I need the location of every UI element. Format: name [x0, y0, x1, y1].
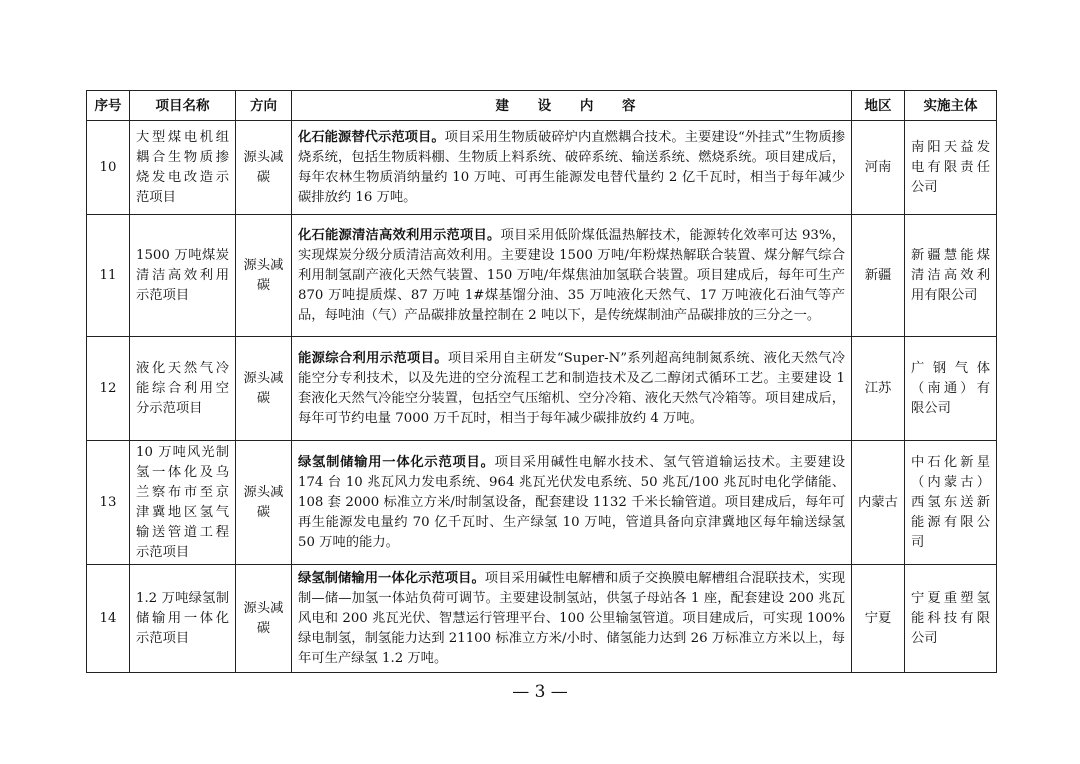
row-region: 江苏 [852, 337, 905, 441]
row-entity: 广钢气体（南通）有限公司 [905, 337, 997, 441]
row-project-name: 1500 万吨煤炭清洁高效利用示范项目 [130, 215, 236, 337]
row-no: 14 [87, 565, 130, 673]
row-entity: 中石化新星（内蒙古）西氢东送新能源有限公司 [905, 441, 997, 565]
row-content [292, 337, 852, 441]
table-row [87, 215, 997, 337]
row-direction: 源头减碳 [236, 121, 292, 215]
table-row [87, 565, 997, 673]
row-no: 12 [87, 337, 130, 441]
row-content [292, 565, 852, 673]
row-content-body: 项目采用碱性电解水技术、氢气管道输运技术。主要建设 174 台 10 兆瓦风力发电系统、964 兆瓦光伏发电系统、50 兆瓦/100 兆瓦时电化学储能、108 套 2000 标准立方米/时制氢设备，配套建设 1132 千米长输管道。项目建成后，每年可再生能源发电量约 70 亿千瓦时、生产绿氢 10 万吨，管道具备向京津冀地区每年输送绿氢 50 万吨的能力。 [298, 454, 846, 550]
row-project-name: 10 万吨风光制氢一体化及乌兰察布市至京津冀地区氢气输送管道工程示范项目 [130, 441, 236, 565]
row-no: 10 [87, 121, 130, 215]
table-row [87, 121, 997, 215]
row-project-name: 1.2 万吨绿氢制储输用一体化示范项目 [130, 565, 236, 673]
page-number: — 3 — [512, 682, 568, 702]
table-header-row [87, 91, 997, 121]
row-region: 新疆 [852, 215, 905, 337]
row-direction: 源头减碳 [236, 565, 292, 673]
row-entity: 南阳天益发电有限责任公司 [905, 121, 997, 215]
header-entity: 实施主体 [905, 91, 997, 121]
row-content-body: 项目采用生物质破碎炉内直燃耦合技术。主要建设“外挂式”生物质掺烧系统，包括生物质料棚、生物质上料系统、破碎系统、输送系统、燃烧系统。项目建成后，每年农林生物质消纳量约 10 万吨、可再生能源发电替代量约 2 亿千瓦时，相当于每年减少碳排放约 16 万吨。 [298, 129, 845, 205]
row-content-lead: 能源综合利用示范项目。 [298, 350, 448, 366]
row-content-body: 项目采用低阶煤低温热解技术，能源转化效率可达 93%，实现煤炭分级分质清洁高效利用。主要建设 1500 万吨/年粉煤热解联合装置、煤分解气综合利用制氢副产液化天然气装置、150 万吨/年煤焦油加氢联合装置。项目建成后，每年可生产 870 万吨提质煤、87 万吨 1#煤基馏分油、35 万吨液化天然气、17 万吨液化石油气等产品，每吨油（气）产品碳排放量控制在 2 吨以下，是传统煤制油产品碳排放的三分之一。 [298, 227, 846, 323]
row-content [292, 441, 852, 565]
row-no: 13 [87, 441, 130, 565]
row-content-lead: 化石能源替代示范项目。 [298, 129, 445, 145]
row-entity: 新疆慧能煤清洁高效利用有限公司 [905, 215, 997, 337]
row-content-lead: 绿氢制储输用一体化示范项目。 [298, 454, 495, 470]
header-no: 序号 [87, 91, 130, 121]
row-content-body: 项目采用碱性电解槽和质子交换膜电解槽组合混联技术，实现制—储—加氢一体站负荷可调节。主要建设制氢站，供氢子母站各 1 座，配套建设 200 兆瓦风电和 200 兆瓦光伏、智慧运行管理平台、100 公里输氢管道。项目建成后，可实现 100%绿电制氢，制氢能力达到 21100 标准立方米/小时、储氢能力达到 26 万标准立方米以上，每年可生产绿氢 1.2 万吨。 [298, 570, 845, 666]
projects-table [86, 90, 997, 673]
row-content-lead: 绿氢制储输用一体化示范项目。 [298, 570, 485, 586]
row-content [292, 215, 852, 337]
row-region: 宁夏 [852, 565, 905, 673]
row-content-body: 项目采用自主研发“Super-N”系列超高纯制氮系统、液化天然气冷能空分专利技术，以及先进的空分流程工艺和制造技术及乙二醇闭式循环工艺。主要建设 1 套液化天然气冷能空分装置，包括空气压缩机、空分冷箱、液化天然气冷箱等。项目建成后，每年可节约电量 7000 万千瓦时，相当于每年减少碳排放约 4 万吨。 [298, 350, 845, 426]
row-region: 内蒙古 [852, 441, 905, 565]
row-entity: 宁夏重塑氢能科技有限公司 [905, 565, 997, 673]
row-content-lead: 化石能源清洁高效利用示范项目。 [298, 227, 501, 243]
table-row [87, 441, 997, 565]
row-direction: 源头减碳 [236, 215, 292, 337]
row-no: 11 [87, 215, 130, 337]
header-construction-content: 建 设 内 容 [292, 91, 852, 121]
header-region: 地区 [852, 91, 905, 121]
row-content [292, 121, 852, 215]
header-project-name: 项目名称 [130, 91, 236, 121]
row-direction: 源头减碳 [236, 337, 292, 441]
row-project-name: 液化天然气冷能综合利用空分示范项目 [130, 337, 236, 441]
row-project-name: 大型煤电机组耦合生物质掺烧发电改造示范项目 [130, 121, 236, 215]
row-direction: 源头减碳 [236, 441, 292, 565]
header-direction: 方向 [236, 91, 292, 121]
table-row [87, 337, 997, 441]
row-region: 河南 [852, 121, 905, 215]
